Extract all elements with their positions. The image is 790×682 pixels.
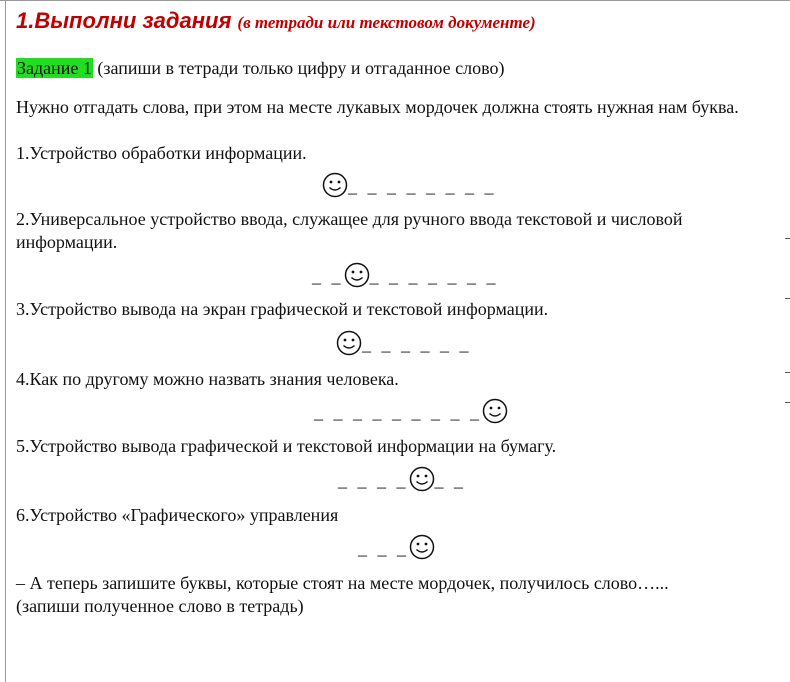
final-instruction: – А теперь запишите буквы, которые стоят на месте мордочек, получилось слово…...(запиши полученное слово в тетрадь) (16, 573, 669, 616)
smiley-face-icon (409, 466, 435, 492)
blank-after: _ _ _ _ _ _ _ _ (348, 176, 497, 196)
question-6: 6.Устройство «Графического» управления (16, 505, 339, 525)
question-1: 1.Устройство обработки информации. (16, 143, 307, 163)
blank-after: _ _ _ _ _ _ (362, 334, 472, 354)
task-label-highlight: Задание 1 (17, 58, 92, 78)
smiley-face-icon (336, 330, 362, 356)
smiley-face-icon (409, 534, 435, 560)
question-3: 3.Устройство вывода на экран графической и текстовой информации. (16, 299, 549, 319)
title-main: 1.Выполни задания (16, 8, 232, 33)
blank-before: _ _ _ (358, 538, 409, 558)
answer-pattern-6 (358, 534, 435, 564)
margin-mark (785, 298, 790, 299)
task-note: (запиши в тетради только цифру и отгаданное слово) (92, 58, 505, 78)
smiley-face-icon (482, 398, 508, 424)
title-subtitle: (в тетради или текстовом документе) (237, 13, 536, 32)
blank-after: _ _ _ _ _ _ _ (369, 266, 499, 286)
blank-after: _ _ (434, 470, 466, 490)
answer-pattern-4 (314, 398, 508, 428)
question-2: 2.Универсальное устройство ввода, служащее для ручного ввода текстовой и числовой информации. (16, 209, 683, 252)
margin-mark (785, 372, 790, 373)
blank-before: _ _ _ _ (338, 470, 409, 490)
smiley-face-icon (322, 172, 348, 198)
page-title (16, 8, 536, 34)
answer-pattern-2 (312, 262, 499, 292)
smiley-face-icon (344, 262, 370, 288)
page-top-border (0, 0, 790, 1)
page-left-border (5, 0, 6, 682)
margin-mark (785, 402, 790, 403)
blank-before: _ _ (312, 266, 344, 286)
answer-pattern-1 (322, 172, 497, 202)
answer-pattern-5 (338, 466, 466, 496)
margin-mark (785, 238, 790, 239)
intro-text: Нужно отгадать слова, при этом на месте лукавых мордочек должна стоять нужная нам буква. (16, 97, 739, 117)
question-4: 4.Как по другому можно назвать знания человека. (16, 369, 399, 389)
blank-before: _ _ _ _ _ _ _ _ _ (314, 402, 482, 422)
task-header (16, 58, 504, 79)
answer-pattern-3 (336, 330, 472, 360)
question-5: 5.Устройство вывода графической и текстовой информации на бумагу. (16, 436, 557, 456)
